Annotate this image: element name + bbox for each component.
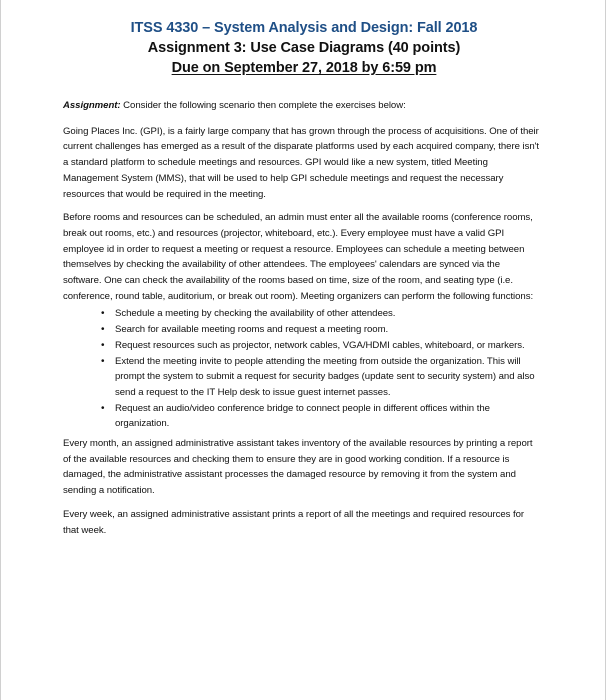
bullet-icon: • [101, 402, 105, 414]
course-title: ITSS 4330 – System Analysis and Design: Fall 2018 [130, 20, 478, 36]
paragraph-background: Going Places Inc. (GPI), is a fairly large company that has grown through the process of acquisitions. One of their current challenges has emerged as a result of the disparate platforms used by each acquired company, there isn't a standard platform to schedule meetings and resources. GPI would like a new system, titled Meeting Management System (MMS), that will be used to help GPI schedule meetings and request the necessary resources that would be required in the meeting. [63, 125, 540, 200]
assignment-label: Assignment: [63, 100, 121, 111]
paragraph-monthly-inventory: Every month, an assigned administrative assistant takes inventory of the available resources by printing a report of the available resources and checking them to ensure they are in good working condition. If a resource is damaged, the administrative assistant processes the damaged resource by removing it from the system and sending a notification. [63, 438, 533, 497]
list-item-text: Schedule a meeting by checking the availability of other attendees. [115, 308, 396, 320]
assignment-intro [63, 98, 541, 114]
document-body [63, 98, 541, 546]
list-item [101, 322, 541, 338]
due-date: Due on September 27, 2018 by 6:59 pm [171, 60, 437, 76]
document-header [1, 19, 606, 78]
list-item [101, 354, 541, 401]
bullet-icon: • [101, 339, 105, 351]
assignment-title: Assignment 3: Use Case Diagrams (40 points) [147, 40, 461, 56]
list-item-text: Extend the meeting invite to people attending the meeting from outside the organization. This will prompt the system to submit a request for security badges (update sent to security system) and also send a request to the IT Help desk to issue guest internet passes. [115, 355, 535, 398]
organizer-functions-list [63, 306, 541, 432]
bullet-icon: • [101, 308, 105, 320]
assignment-intro-text: Consider the following scenario then complete the exercises below: [120, 100, 406, 111]
list-item-text: Search for available meeting rooms and request a meeting room. [115, 324, 389, 336]
paragraph-weekly-report: Every week, an assigned administrative assistant prints a report of all the meetings and required resources for that week. [63, 508, 525, 536]
list-item-text: Request an audio/video conference bridge to connect people in different offices within the organization. [115, 402, 490, 430]
bullet-icon: • [101, 355, 105, 367]
bullet-icon: • [101, 324, 105, 336]
list-item-text: Request resources such as projector, network cables, VGA/HDMI cables, whiteboard, or markers. [115, 339, 525, 351]
due-date-line [1, 58, 606, 78]
list-item [101, 306, 541, 322]
list-item [101, 401, 541, 432]
list-item [101, 338, 541, 354]
paragraph-requirements: Before rooms and resources can be scheduled, an admin must enter all the available rooms (conference rooms, break out rooms, etc.) and resources (projector, whiteboard, etc.). Every employee must have a valid GPI employee id in order to request a meeting or request a resource. Employees can schedule a meeting between themselves by checking the availability of other attendees. The employees' calendars are synced via the software. One can check the availability of the rooms based on time, size of the room, and seating type (i.e. conference, round table, auditorium, or break out room). Meeting organizers can perform the following functions: [63, 212, 534, 302]
